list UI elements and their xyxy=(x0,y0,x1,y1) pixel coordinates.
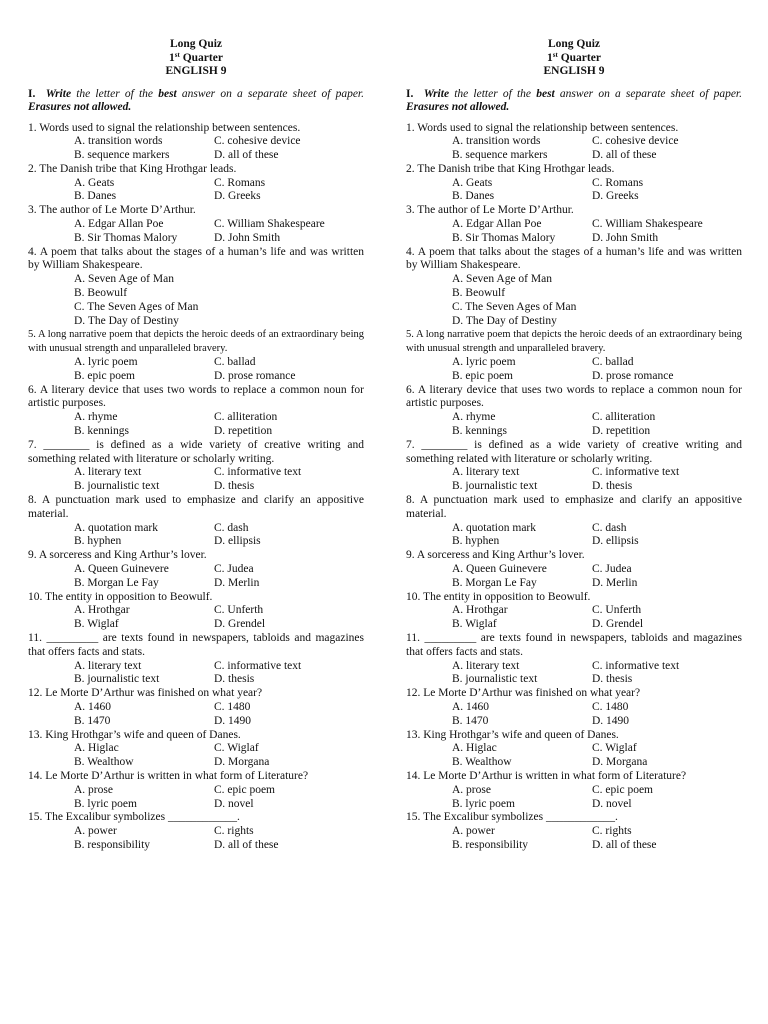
answer-option: D. prose romance xyxy=(592,369,674,382)
answer-option: D. thesis xyxy=(592,480,633,493)
answer-option: A. literary text xyxy=(452,466,520,479)
answer-option: C. ballad xyxy=(592,356,634,369)
answer-options xyxy=(28,522,364,550)
answer-options xyxy=(28,660,364,688)
answer-option: C. rights xyxy=(592,825,632,838)
question-text: 1. Words used to signal the relationship between sentences. xyxy=(406,121,679,134)
quiz-subject: ENGLISH 9 xyxy=(543,65,605,77)
answer-option: D. Merlin xyxy=(214,576,260,589)
answer-option: D. Greeks xyxy=(214,190,261,203)
answer-options xyxy=(28,742,364,770)
answer-option: D. ellipsis xyxy=(592,535,639,548)
answer-option: C. informative text xyxy=(592,659,680,672)
question-item xyxy=(406,204,742,245)
answer-option: C. dash xyxy=(214,521,249,534)
question-item xyxy=(28,204,364,245)
answer-option: A. quotation mark xyxy=(452,521,536,534)
answer-option: B. Danes xyxy=(452,190,495,203)
question-text: 6. A literary device that uses two words to replace a common noun for artistic purposes. xyxy=(406,383,742,410)
question-item xyxy=(406,439,742,494)
answer-option: D. prose romance xyxy=(214,369,296,382)
answer-option: D. 1490 xyxy=(214,714,252,727)
quiz-column-right xyxy=(406,38,742,853)
answer-options xyxy=(28,218,364,246)
question-item xyxy=(28,384,364,439)
answer-option: C. Romans xyxy=(592,176,644,189)
answer-option: C. Wiglaf xyxy=(214,742,259,755)
question-text: 2. The Danish tribe that King Hrothgar leads. xyxy=(406,162,615,175)
answer-option: C. ballad xyxy=(214,356,256,369)
question-text: 4. A poem that talks about the stages of a human’s life and was written by William Shakespeare. xyxy=(28,245,364,272)
answer-option: B. epic poem xyxy=(452,369,513,382)
answer-option: A. transition words xyxy=(452,135,541,148)
answer-option: A. power xyxy=(452,825,495,838)
answer-option: A. Queen Guinevere xyxy=(452,563,547,575)
question-item xyxy=(28,549,364,590)
answer-option: A. 1460 xyxy=(452,700,490,713)
answer-option: A. rhyme xyxy=(74,411,118,424)
answer-option: A. Higlac xyxy=(452,742,497,755)
answer-option: D. thesis xyxy=(214,673,255,686)
answer-option: C. informative text xyxy=(214,466,302,479)
question-item xyxy=(406,163,742,204)
answer-option: A. Geats xyxy=(74,176,115,189)
quiz-title: Long Quiz xyxy=(169,38,223,50)
answer-option: C. cohesive device xyxy=(214,135,301,148)
answer-option: A. literary text xyxy=(74,466,142,479)
quiz-quarter: 1st Quarter xyxy=(547,50,601,64)
question-text: 15. The Excalibur symbolizes ____________. xyxy=(406,811,618,824)
answer-option: B. hyphen xyxy=(452,535,500,548)
question-text: 10. The entity in opposition to Beowulf. xyxy=(28,590,213,603)
answer-option: D. repetition xyxy=(592,425,651,438)
answer-option: A. quotation mark xyxy=(74,521,158,534)
answer-options xyxy=(406,135,742,163)
question-text: 11. _________ are texts found in newspapers, tabloids and magazines that offers facts and stats. xyxy=(406,631,742,658)
answer-options xyxy=(406,604,742,632)
quiz-instructions: I. Write the letter of the best answer on a separate sheet of paper. Erasures not allowed. xyxy=(28,87,365,113)
answer-option: D. The Day of Destiny xyxy=(452,314,557,327)
answer-option: C. Unferth xyxy=(592,604,642,617)
quiz-quarter: 1st Quarter xyxy=(169,50,223,64)
answer-option: A. 1460 xyxy=(74,700,112,713)
answer-option: B. Sir Thomas Malory xyxy=(452,231,556,244)
answer-option: D. Grendel xyxy=(592,618,644,631)
answer-option: D. thesis xyxy=(592,673,633,686)
answer-options xyxy=(406,218,742,246)
answer-option: D. repetition xyxy=(214,425,273,438)
question-text: 7. ________ is defined as a wide variety of creative writing and something related with literature or scholarly writing. xyxy=(406,438,742,465)
answer-options xyxy=(406,273,742,328)
quiz-header xyxy=(406,38,742,79)
question-text: 11. _________ are texts found in newspapers, tabloids and magazines that offers facts and stats. xyxy=(28,631,364,658)
answer-option: C. The Seven Ages of Man xyxy=(74,300,199,313)
answer-option: D. Morgana xyxy=(592,756,648,769)
question-item xyxy=(406,328,742,383)
answer-option: D. thesis xyxy=(214,480,255,493)
answer-options xyxy=(406,411,742,439)
answer-option: A. power xyxy=(74,825,117,838)
question-text: 9. A sorceress and King Arthur’s lover. xyxy=(28,549,207,562)
answer-option: D. 1490 xyxy=(592,714,630,727)
answer-option: C. informative text xyxy=(214,659,302,672)
answer-option: B. journalistic text xyxy=(452,673,538,686)
answer-option: A. Hrothgar xyxy=(452,604,508,617)
quiz-header xyxy=(28,38,364,79)
answer-options xyxy=(28,784,364,812)
answer-option: B. Morgan Le Fay xyxy=(452,576,537,589)
answer-options xyxy=(406,466,742,494)
question-text: 1. Words used to signal the relationship between sentences. xyxy=(28,121,301,134)
question-text: 12. Le Morte D’Arthur was finished on what year? xyxy=(406,687,641,700)
answer-option: B. Wiglaf xyxy=(74,618,119,631)
answer-option: A. Seven Age of Man xyxy=(74,273,174,286)
question-item xyxy=(28,632,364,687)
answer-option: B. lyric poem xyxy=(74,797,137,810)
answer-option: D. Morgana xyxy=(214,756,270,769)
answer-option: D. all of these xyxy=(592,838,657,851)
answer-option: D. novel xyxy=(592,797,632,810)
answer-options xyxy=(406,177,742,205)
question-text: 14. Le Morte D’Arthur is written in what form of Literature? xyxy=(28,769,309,782)
answer-options xyxy=(406,660,742,688)
answer-option: B. kennings xyxy=(74,425,129,438)
answer-option: D. all of these xyxy=(214,838,279,851)
answer-option: A. literary text xyxy=(452,659,520,672)
answer-options xyxy=(28,825,364,853)
question-text: 14. Le Morte D’Arthur is written in what form of Literature? xyxy=(406,769,687,782)
question-text: 5. A long narrative poem that depicts the heroic deeds of an extraordinary being with unusual strength and unparalleled bravery. xyxy=(28,329,364,355)
answer-option: D. John Smith xyxy=(592,231,659,244)
question-text: 3. The author of Le Morte D’Arthur. xyxy=(406,204,574,217)
answer-option: C. cohesive device xyxy=(592,135,679,148)
answer-options xyxy=(406,784,742,812)
question-item xyxy=(406,549,742,590)
question-item xyxy=(406,122,742,163)
answer-option: B. journalistic text xyxy=(74,673,160,686)
question-item xyxy=(406,770,742,811)
question-text: 3. The author of Le Morte D’Arthur. xyxy=(28,204,196,217)
answer-option: A. Hrothgar xyxy=(74,604,130,617)
answer-options xyxy=(406,825,742,853)
question-list xyxy=(406,122,742,853)
answer-option: B. Wiglaf xyxy=(452,618,497,631)
answer-option: A. prose xyxy=(74,783,113,796)
answer-option: C. Unferth xyxy=(214,604,264,617)
answer-option: D. all of these xyxy=(214,149,279,162)
answer-option: C. rights xyxy=(214,825,254,838)
question-text: 9. A sorceress and King Arthur’s lover. xyxy=(406,549,585,562)
answer-option: B. epic poem xyxy=(74,369,135,382)
answer-options xyxy=(28,701,364,729)
answer-option: B. Wealthow xyxy=(74,756,134,769)
answer-option: C. dash xyxy=(592,521,627,534)
answer-option: B. sequence markers xyxy=(452,149,548,162)
question-text: 15. The Excalibur symbolizes ____________. xyxy=(28,811,240,824)
question-text: 10. The entity in opposition to Beowulf. xyxy=(406,590,591,603)
question-item xyxy=(406,591,742,632)
question-text: 5. A long narrative poem that depicts the heroic deeds of an extraordinary being with unusual strength and unparalleled bravery. xyxy=(406,329,742,355)
answer-option: B. Sir Thomas Malory xyxy=(74,231,178,244)
answer-options xyxy=(28,563,364,591)
answer-option: B. Morgan Le Fay xyxy=(74,576,159,589)
answer-option: C. epic poem xyxy=(592,783,653,796)
answer-option: D. ellipsis xyxy=(214,535,261,548)
answer-option: A. Queen Guinevere xyxy=(74,563,169,575)
answer-option: B. 1470 xyxy=(74,714,111,727)
question-text: 7. ________ is defined as a wide variety of creative writing and something related with literature or scholarly writing. xyxy=(28,438,364,465)
question-item xyxy=(406,494,742,549)
question-text: 8. A punctuation mark used to emphasize and clarify an appositive material. xyxy=(28,494,364,520)
answer-option: A. Geats xyxy=(452,176,493,189)
quiz-column-left xyxy=(28,38,364,853)
answer-option: D. novel xyxy=(214,797,254,810)
answer-option: A. Seven Age of Man xyxy=(452,273,552,286)
answer-option: B. Wealthow xyxy=(452,756,512,769)
question-item xyxy=(406,687,742,728)
answer-option: B. responsibility xyxy=(452,838,529,851)
quiz-subject: ENGLISH 9 xyxy=(165,65,227,77)
quiz-instructions: I. Write the letter of the best answer on a separate sheet of paper. Erasures not allowed. xyxy=(406,87,743,113)
answer-option: C. William Shakespeare xyxy=(592,218,703,231)
question-text: 12. Le Morte D’Arthur was finished on what year? xyxy=(28,687,263,700)
question-item xyxy=(28,687,364,728)
question-item xyxy=(28,328,364,383)
answer-options xyxy=(28,604,364,632)
question-item xyxy=(28,494,364,549)
answer-option: D. Grendel xyxy=(214,618,266,631)
question-item xyxy=(28,439,364,494)
answer-option: C. Romans xyxy=(214,176,266,189)
question-item xyxy=(28,591,364,632)
answer-option: D. The Day of Destiny xyxy=(74,314,179,327)
question-item xyxy=(406,811,742,852)
answer-options xyxy=(406,701,742,729)
question-item xyxy=(28,729,364,770)
answer-option: C. Judea xyxy=(592,563,632,575)
answer-option: C. epic poem xyxy=(214,783,275,796)
answer-option: D. Merlin xyxy=(592,576,638,589)
answer-option: C. alliteration xyxy=(592,411,656,424)
answer-option: B. Beowulf xyxy=(74,287,128,300)
answer-option: B. journalistic text xyxy=(74,480,160,493)
answer-options xyxy=(406,522,742,550)
question-item xyxy=(28,246,364,329)
answer-option: B. hyphen xyxy=(74,535,122,548)
answer-option: B. kennings xyxy=(452,425,507,438)
answer-options xyxy=(28,411,364,439)
answer-options xyxy=(28,273,364,328)
answer-option: D. Greeks xyxy=(592,190,639,203)
answer-option: C. 1480 xyxy=(592,700,629,713)
answer-option: B. lyric poem xyxy=(452,797,515,810)
answer-options xyxy=(406,563,742,591)
question-text: 13. King Hrothgar’s wife and queen of Danes. xyxy=(28,728,241,741)
answer-option: A. Edgar Allan Poe xyxy=(452,218,542,231)
question-item xyxy=(28,163,364,204)
answer-option: A. transition words xyxy=(74,135,163,148)
answer-option: B. responsibility xyxy=(74,838,151,851)
answer-options xyxy=(28,356,364,384)
question-text: 8. A punctuation mark used to emphasize and clarify an appositive material. xyxy=(406,494,742,520)
question-list xyxy=(28,122,364,853)
answer-option: A. lyric poem xyxy=(74,356,138,369)
question-item xyxy=(406,729,742,770)
question-text: 13. King Hrothgar’s wife and queen of Danes. xyxy=(406,728,619,741)
question-text: 2. The Danish tribe that King Hrothgar leads. xyxy=(28,162,237,175)
answer-option: B. Beowulf xyxy=(452,287,506,300)
answer-option: C. William Shakespeare xyxy=(214,218,325,231)
question-item xyxy=(28,811,364,852)
answer-options xyxy=(28,135,364,163)
answer-option: B. 1470 xyxy=(452,714,489,727)
question-item xyxy=(406,246,742,329)
answer-option: D. John Smith xyxy=(214,231,281,244)
question-item xyxy=(406,632,742,687)
answer-option: A. Edgar Allan Poe xyxy=(74,218,164,231)
answer-options xyxy=(28,466,364,494)
question-item xyxy=(28,122,364,163)
answer-option: B. sequence markers xyxy=(74,149,170,162)
question-text: 4. A poem that talks about the stages of a human’s life and was written by William Shakespeare. xyxy=(406,245,742,272)
answer-options xyxy=(406,356,742,384)
question-item xyxy=(406,384,742,439)
answer-option: A. lyric poem xyxy=(452,356,516,369)
answer-option: A. literary text xyxy=(74,659,142,672)
answer-option: C. informative text xyxy=(592,466,680,479)
answer-option: C. Judea xyxy=(214,563,254,575)
quiz-title: Long Quiz xyxy=(547,38,601,50)
answer-options xyxy=(28,177,364,205)
answer-option: C. The Seven Ages of Man xyxy=(452,300,577,313)
answer-option: A. prose xyxy=(452,783,491,796)
answer-option: C. Wiglaf xyxy=(592,742,637,755)
answer-option: A. rhyme xyxy=(452,411,496,424)
question-item xyxy=(28,770,364,811)
answer-option: C. 1480 xyxy=(214,700,251,713)
answer-option: D. all of these xyxy=(592,149,657,162)
answer-option: A. Higlac xyxy=(74,742,119,755)
question-text: 6. A literary device that uses two words to replace a common noun for artistic purposes. xyxy=(28,383,364,410)
answer-options xyxy=(406,742,742,770)
answer-option: B. journalistic text xyxy=(452,480,538,493)
answer-option: C. alliteration xyxy=(214,411,278,424)
answer-option: B. Danes xyxy=(74,190,117,203)
